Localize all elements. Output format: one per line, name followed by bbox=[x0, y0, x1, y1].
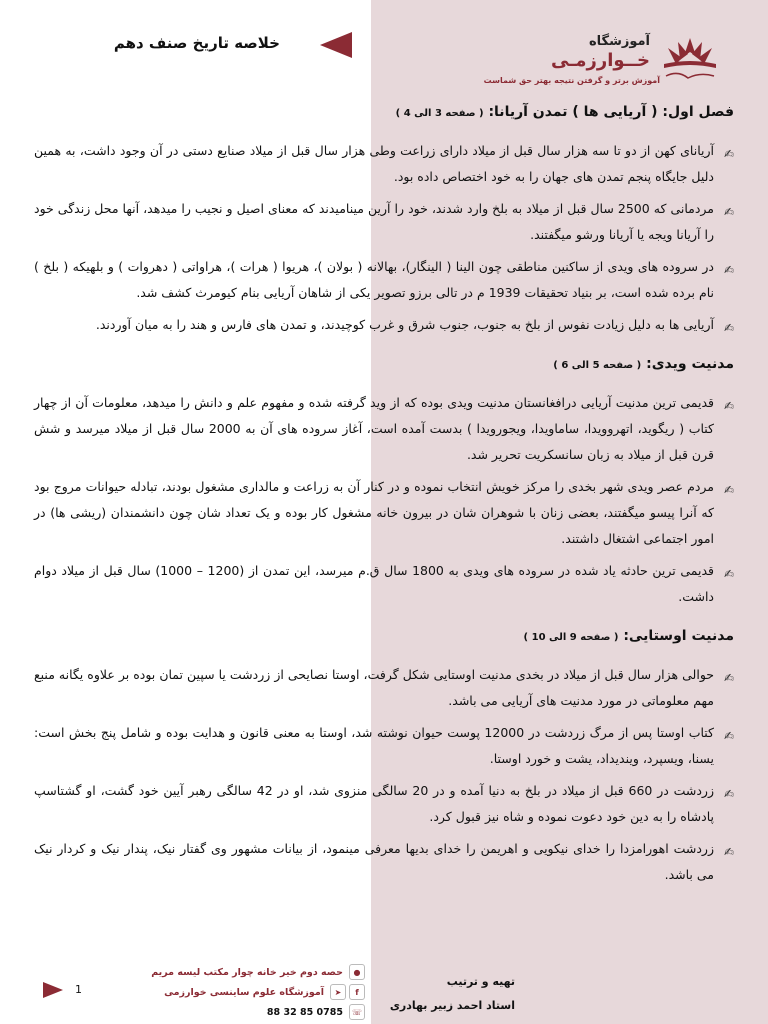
section-2 bbox=[34, 356, 734, 610]
pen-bullet-icon: ✍ bbox=[723, 845, 734, 859]
header-arrow-icon bbox=[320, 32, 352, 58]
prepared-by bbox=[375, 970, 515, 1018]
page-header bbox=[0, 0, 768, 110]
section-title: مدنیت اوستایی: ( صفحه 9 الی 10 ) bbox=[523, 628, 734, 644]
page-range: ( صفحه 3 الی 4 ) bbox=[395, 108, 484, 119]
section-title: فصل اول: ( آریایی ها ) تمدن آریانا: ( صفحه 3 الی 4 ) bbox=[395, 104, 734, 120]
pen-bullet-icon: ✍ bbox=[723, 729, 734, 743]
section-1 bbox=[34, 104, 734, 338]
address-row: ● حصه دوم خیر خانه چوار مکتب لیسه مریم bbox=[100, 962, 365, 982]
school-name: خــوارزمـی bbox=[551, 50, 650, 71]
list-item: ✍ قدیمی ترین حادثه یاد شده در سروده های ویدی به 1800 سال ق.م میرسد، این تمدن از (1200 – 1000) سال قبل از میلاد دوام داشت. bbox=[34, 563, 734, 604]
page-range: ( صفحه 9 الی 10 ) bbox=[523, 632, 619, 643]
footer-arrow-icon bbox=[43, 982, 63, 998]
list-item: ✍ حوالی هزار سال قبل از میلاد در بخدی مدنیت اوستایی شکل گرفت، اوستا نصایحی از زردشت یا سپین تمان بوده بر علاوه یگانه منبع مهم معلوماتی در مورد مدنیت های آریایی می باشد. bbox=[34, 667, 734, 708]
pen-bullet-icon: ✍ bbox=[723, 147, 734, 161]
list-item: ✍ در سروده های ویدی از ساکنین مناطقی چون الینا ( الینگار)، بهالانه ( بولان )، هریوا ( هرات )، هراواتی ( دهروات ) و بلهیکه ( بلخ ) نام برده شده است، بر بنیاد تحقیقات 1939 م در تالی برزو تصویر یکی از شاهان آریایی بنام کیومرث کشف شد. bbox=[34, 259, 734, 300]
main-content bbox=[34, 104, 734, 894]
pen-bullet-icon: ✍ bbox=[723, 671, 734, 685]
page-range: ( صفحه 5 الی 6 ) bbox=[553, 360, 642, 371]
location-icon: ● bbox=[349, 964, 365, 980]
pen-bullet-icon: ✍ bbox=[723, 399, 734, 413]
list-item: ✍ کتاب اوستا پس از مرگ زردشت در 12000 پوست حیوان نوشته شد، اوستا به معنی قانون و هدایت بوده و شامل پنج بخش است: یسنا، ویسپرد، وینديداد، يشت و خورد اوستا. bbox=[34, 725, 734, 766]
social-row: f ➤ آموزشگاه علوم ساینسی خوارزمی bbox=[100, 982, 365, 1002]
book-logo-icon bbox=[660, 30, 720, 85]
teacher-name: استاد احمد زبیر بهادری bbox=[389, 999, 515, 1012]
telegram-icon[interactable]: ➤ bbox=[330, 984, 346, 1000]
pen-bullet-icon: ✍ bbox=[723, 205, 734, 219]
page-number: 1 bbox=[75, 983, 82, 996]
list-item: ✍ آریانای کهن از دو تا سه هزار سال قبل از میلاد دارای زراعت وطی هزار سال قبل از میلاد صنایع دستی در آن وجود داشت، به همین دلیل جایگاه پنجم تمدن های جهان را به خود اختصاص داده بود. bbox=[34, 143, 734, 184]
prepared-label: تهیه و ترتیب bbox=[446, 975, 515, 988]
pen-bullet-icon: ✍ bbox=[723, 483, 734, 497]
list-item: ✍ مردم عصر ویدی شهر بخدی را مرکز خویش انتخاب نموده و در کنار آن به زراعت و مالداری مشغول بودند، تبادله حیوانات مروج بود که آنرا پیسو میگفتند، بعضی زنان با شوهران شان در بیرون خانه مشغول کار بوده و یک تعداد شان چون دانشمندان (ریشی ها) در امور اجتماعی اشتغال داشتند. bbox=[34, 479, 734, 546]
phone-icon: ☏ bbox=[349, 1004, 365, 1020]
facebook-icon[interactable]: f bbox=[349, 984, 365, 1000]
list-item: ✍ مردمانی که 2500 سال قبل از میلاد به بلخ وارد شدند، خود را آرین مینامیدند که معنای اصیل و نجیب را میدهد، آنها محل زندگی خود را آریانا ویجه یا آریانا ورشو میگفتند. bbox=[34, 201, 734, 242]
document-title: خلاصه تاریخ صنف دهم bbox=[113, 34, 280, 52]
school-tagline: آموزش برتر و گرفتن نتیجه بهتر حق شماست bbox=[483, 76, 660, 85]
list-item: ✍ زردشت اهورامزدا را خدای نیکویی و اهریمن را خدای بدیها معرفی مینمود، از بیانات مشهور وی گفتار نیک، پندار نیک و کردار نیک می باشد. bbox=[34, 841, 734, 882]
pen-bullet-icon: ✍ bbox=[723, 787, 734, 801]
pen-bullet-icon: ✍ bbox=[723, 567, 734, 581]
section-title: مدنیت ویدی: ( صفحه 5 الی 6 ) bbox=[553, 356, 734, 372]
section-3 bbox=[34, 628, 734, 888]
pen-bullet-icon: ✍ bbox=[723, 321, 734, 335]
school-name-small: آموزشگاه bbox=[588, 34, 650, 49]
list-item: ✍ قدیمی ترین مدنیت آریایی درافغانستان مدنیت ویدی بوده که از وید گرفته شده و مفهوم علم و دانش را میدهد، معلومات آن از چهار کتاب ( ریگوید، اتهروویدا، ساماویدا، ویجورویدا ) بدست آمده است، آغاز سروده های آن به 2000 سال قبل از میلاد میرسد و شش قرن قبل از میلاد به زبان سانسکریت تحریر شد. bbox=[34, 395, 734, 462]
list-item: ✍ آریایی ها به دلیل زیادت نفوس از بلخ به جنوب، جنوب شرق و غرب کوچیدند، و تمدن های فارس و هند را به میان آوردند. bbox=[34, 312, 734, 338]
list-item: ✍ زردشت در 660 قبل از میلاد در بلخ به دنیا آمده و در 20 سالگی منزوی شد، او در 42 سالگی رهبر آیین خود گشت، او گشتاسپ پادشاه را به دین خود دعوت نموده و شاه نیز قبول کرد. bbox=[34, 783, 734, 824]
footer-contacts bbox=[100, 962, 365, 1022]
pen-bullet-icon: ✍ bbox=[723, 263, 734, 277]
phone-row: ☏ 0785 85 32 88 bbox=[100, 1002, 365, 1022]
